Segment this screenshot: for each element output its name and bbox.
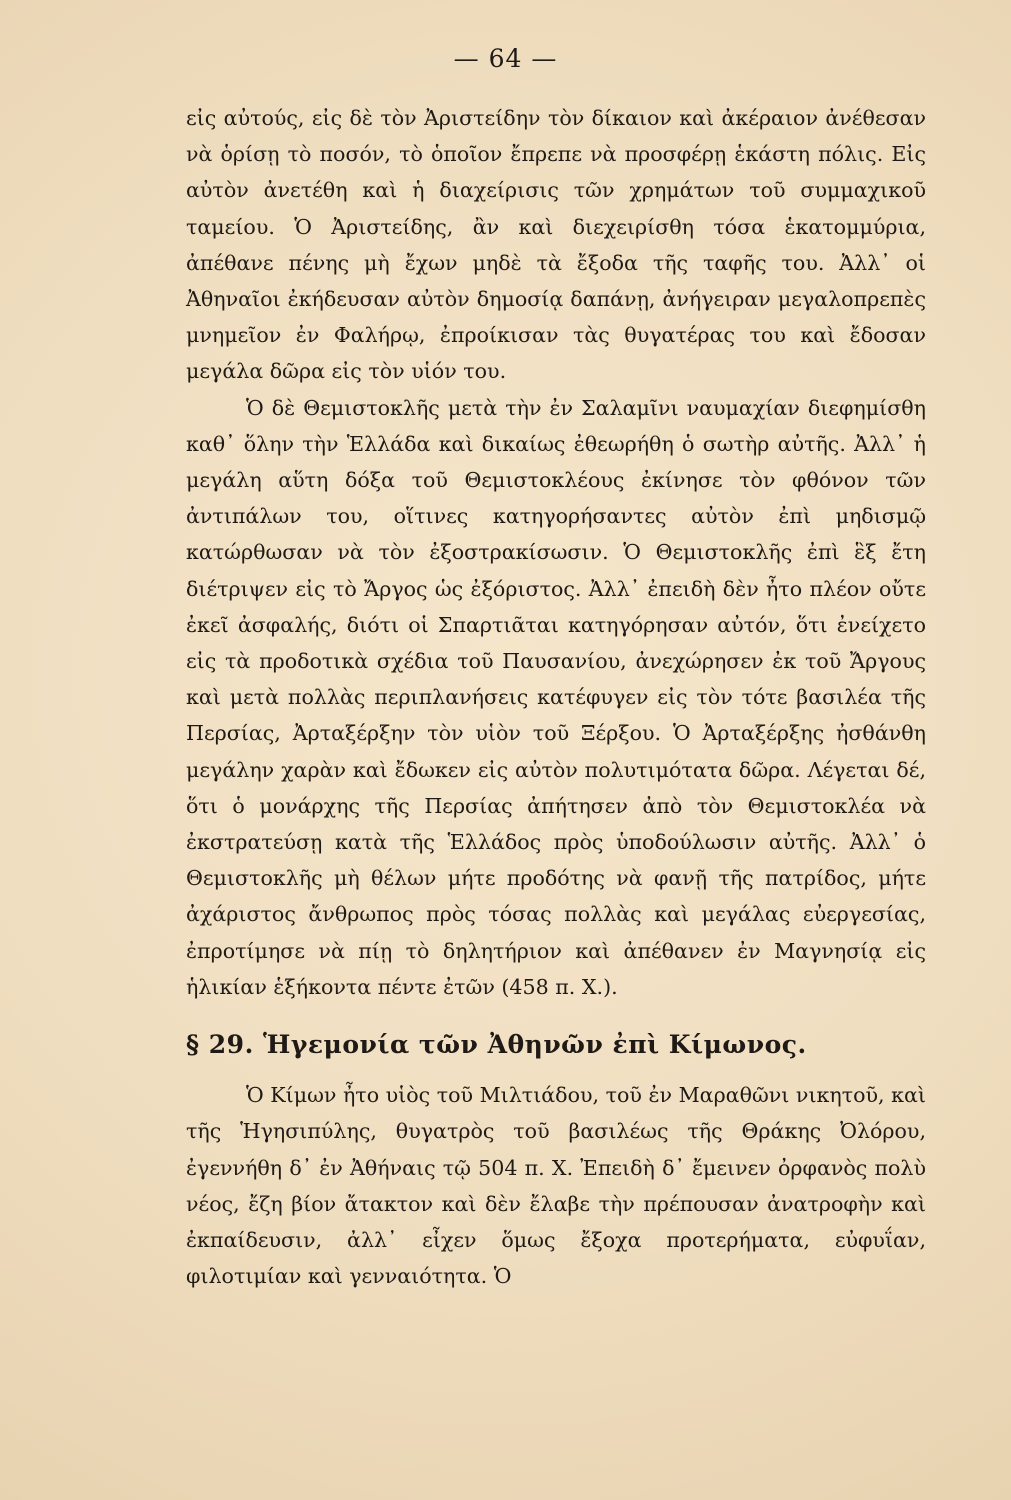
page-number: — 64 — — [453, 44, 558, 73]
paragraph-3: Ὁ Κίμων ἦτο υἱὸς τοῦ Μιλτιάδου, τοῦ ἐν Μαραθῶνι νικητοῦ, καὶ τῆς Ἡγησιπύλης, θυγατρὸς τοῦ βασιλέως τῆς Θράκης Ὀλόρου, ἐγεννήθη δ᾽ ἐν Ἀθήναις τῷ 504 π. Χ. Ἐπειδὴ δ᾽ ἔμεινεν ὀρφανὸς πολὺ νέος, ἔζη βίον ἄτακτον καὶ δὲν ἔλαβε τὴν πρέπουσαν ἀνατροφὴν καὶ ἐκπαίδευσιν, ἀλλ᾽ εἶχεν ὅμως ἔξοχα προτερήματα, εὐφυΐαν, φιλοτιμίαν καὶ γενναιότητα. Ὁ — [186, 1083, 926, 1289]
main-text — [186, 100, 926, 1295]
section-heading: § 29. Ἡγεμονία τῶν Ἀθηνῶν ἐπὶ Κίμωνος. — [186, 1030, 807, 1060]
paragraph-2: Ὁ δὲ Θεμιστοκλῆς μετὰ τὴν ἐν Σαλαμῖνι ναυμαχίαν διεφημίσθη καθ᾽ ὅλην τὴν Ἑλλάδα καὶ δικαίως ἐθεωρήθη ὁ σωτὴρ αὐτῆς. Ἀλλ᾽ ἡ μεγάλη αὕτη δόξα τοῦ Θεμιστοκλέους ἐκίνησε τὸν φθόνον τῶν ἀντιπάλων του, οἵτινες κατηγορήσαντες αὐτὸν ἐπὶ μηδισμῷ κατώρθωσαν νὰ τὸν ἐξοστρακίσωσιν. Ὁ Θεμιστοκλῆς ἐπὶ ἓξ ἔτη διέτριψεν εἰς τὸ Ἄργος ὡς ἐξόριστος. Ἀλλ᾽ ἐπειδὴ δὲν ἦτο πλέον οὔτε ἐκεῖ ἀσφαλής, διότι οἱ Σπαρτιᾶται κατηγόρησαν αὐτόν, ὅτι ἐνείχετο εἰς τὰ προδοτικὰ σχέδια τοῦ Παυσανίου, ἀνεχώρησεν ἐκ τοῦ Ἄργους καὶ μετὰ πολλὰς περιπλανήσεις κατέφυγεν εἰς τὸν τότε βασιλέα τῆς Περσίας, Ἀρταξέρξην τὸν υἱὸν τοῦ Ξέρξου. Ὁ Ἀρταξέρξης ἠσθάνθη μεγάλην χαρὰν καὶ ἔδωκεν εἰς αὐτὸν πολυτιμότατα δῶρα. Λέγεται δέ, ὅτι ὁ μονάρχης τῆς Περσίας ἀπήτησεν ἀπὸ τὸν Θεμιστοκλέα νὰ ἐκστρατεύσῃ κατὰ τῆς Ἑλλάδος πρὸς ὑποδούλωσιν αὐτῆς. Ἀλλ᾽ ὁ Θεμιστοκλῆς μὴ θέλων μήτε προδότης νὰ φανῇ τῆς πατρίδος, μήτε ἀχάριστος ἄνθρωπος πρὸς τόσας πολλὰς καὶ μεγάλας εὐεργεσίας, ἐπροτίμησε νὰ πίῃ τὸ δηλητήριον καὶ ἀπέθανεν ἐν Μαγνησίᾳ εἰς ἡλικίαν ἑξήκοντα πέντε ἐτῶν (458 π. Χ.). — [186, 395, 926, 999]
paragraph-1: εἰς αὐτούς, εἰς δὲ τὸν Ἀριστείδην τὸν δίκαιον καὶ ἀκέραιον ἀνέθεσαν νὰ ὁρίσῃ τὸ ποσόν, τὸ ὁποῖον ἔπρεπε νὰ προσφέρῃ ἑκάστη πόλις. Εἰς αὐτὸν ἀνετέθη καὶ ἡ διαχείρισις τῶν χρημάτων τοῦ συμμαχικοῦ ταμείου. Ὁ Ἀριστείδης, ἂν καὶ διεχειρίσθη τόσα ἑκατομμύρια, ἀπέθανε πένης μὴ ἔχων μηδὲ τὰ ἔξοδα τῆς ταφῆς του. Ἀλλ᾽ οἱ Ἀθηναῖοι ἐκήδευσαν αὐτὸν δημοσίᾳ δαπάνῃ, ἀνήγειραν μεγαλοπρεπὲς μνημεῖον ἐν Φαλήρῳ, ἐπροίκισαν τὰς θυγατέρας του καὶ ἔδοσαν μεγάλα δῶρα εἰς τὸν υἱόν του. — [186, 106, 926, 384]
